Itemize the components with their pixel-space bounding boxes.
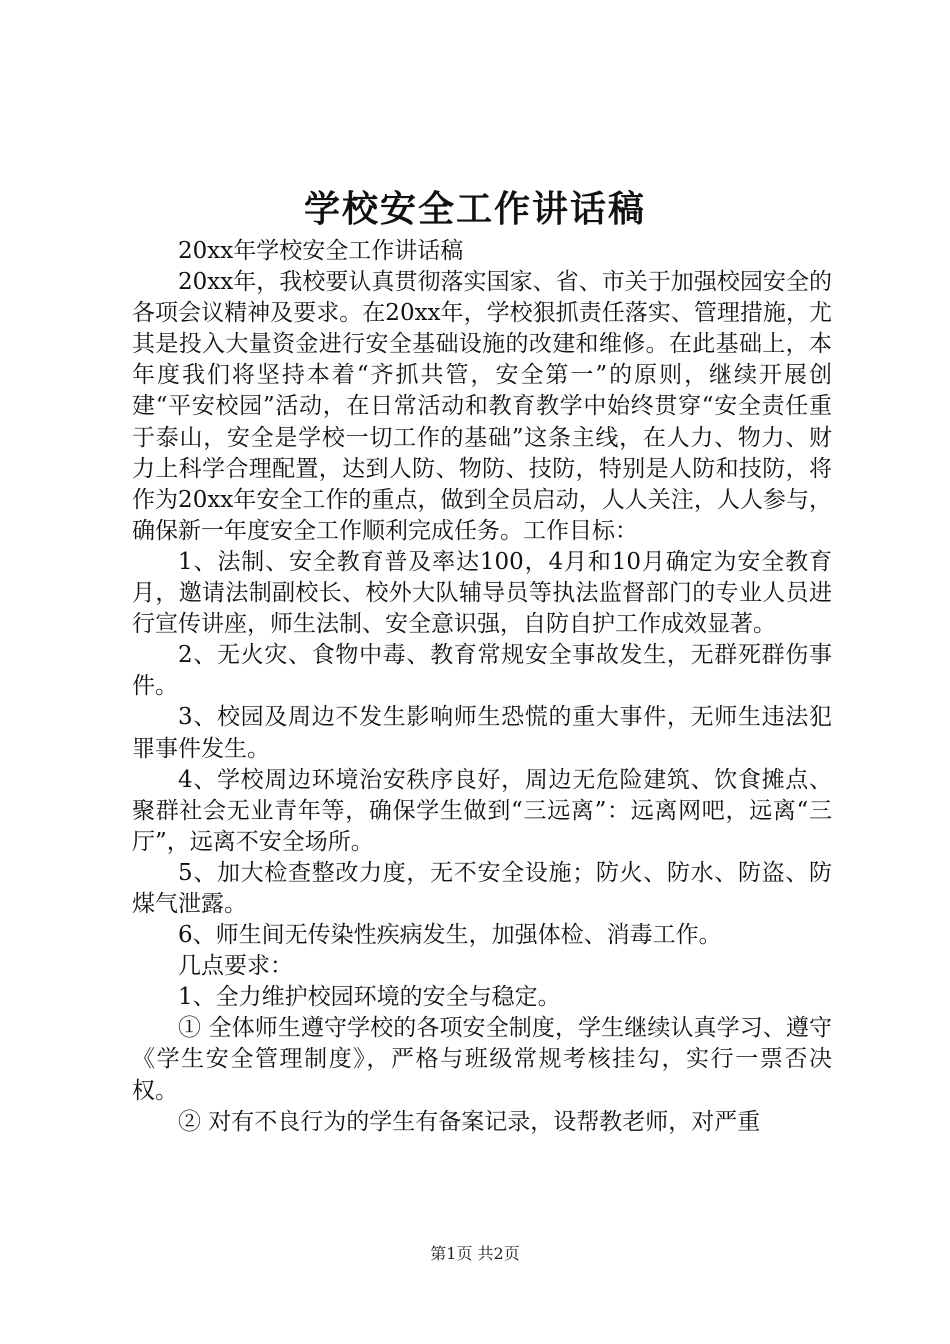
paragraph-goal-4: 4、学校周边环境治安秩序良好，周边无危险建筑、饮食摊点、聚群社会无业青年等，确保学生做到“三远离”：远离网吧，远离“三厅”，远离不安全场所。 bbox=[132, 766, 832, 855]
document-title: 学校安全工作讲话稿 bbox=[303, 188, 646, 230]
page-footer: 第1页 共2页 bbox=[430, 1244, 520, 1263]
paragraph-goal-2: 2、无火灾、食物中毒、教育常规安全事故发生，无群死群伤事件。 bbox=[132, 642, 832, 700]
paragraph-goal-5: 5、加大检查整改力度，无不安全设施；防火、防水、防盗、防煤气泄露。 bbox=[132, 859, 832, 917]
paragraph-goal-1: 1、法制、安全教育普及率达100，4月和10月确定为安全教育月，邀请法制副校长、校外大队辅导员等执法监督部门的专业人员进行宣传讲座，师生法制、安全意识强，自防自护工作成效显著。 bbox=[132, 548, 832, 638]
paragraph-requirement-1: 1、全力维护校园环境的安全与稳定。 bbox=[178, 984, 561, 1011]
paragraph-requirement-1-item-1: ① 全体师生遵守学校的各项安全制度，学生继续认真学习、遵守《学生安全管理制度》，严格与班级常规考核挂勾，实行一票否决权。 bbox=[132, 1015, 832, 1104]
paragraph-subtitle: 20xx年学校安全工作讲话稿 bbox=[178, 238, 464, 264]
paragraph-goal-6: 6、师生间无传染性疾病发生，加强体检、消毒工作。 bbox=[178, 922, 722, 949]
paragraph-intro: 20xx年，我校要认真贯彻落实国家、省、市关于加强校园安全的各项会议精神及要求。在20xx年，学校狠抓责任落实、管理措施，尤其是投入大量资金进行安全基础设施的改建和维修。在此基础上，本年度我们将坚持本着“齐抓共管，安全第一”的原则，继续开展创建“平安校园”活动，在日常活动和教育教学中始终贯穿“安全责任重于泰山，安全是学校一切工作的基础”这条主线，在人力、物力、财力上科学合理配置，达到人防、物防、技防，特别是人防和技防，将作为20xx年安全工作的重点，做到全员启动，人人关注，人人参与，确保新一年度安全工作顺利完成任务。工作目标： bbox=[132, 269, 832, 544]
document-body bbox=[132, 236, 832, 1138]
paragraph-requirements-heading: 几点要求： bbox=[178, 953, 293, 980]
paragraph-goal-3: 3、校园及周边不发生影响师生恐慌的重大事件，无师生违法犯罪事件发生。 bbox=[132, 704, 832, 762]
paragraph-requirement-1-item-2: ② 对有不良行为的学生有备案记录，设帮教老师，对严重 bbox=[178, 1108, 761, 1135]
